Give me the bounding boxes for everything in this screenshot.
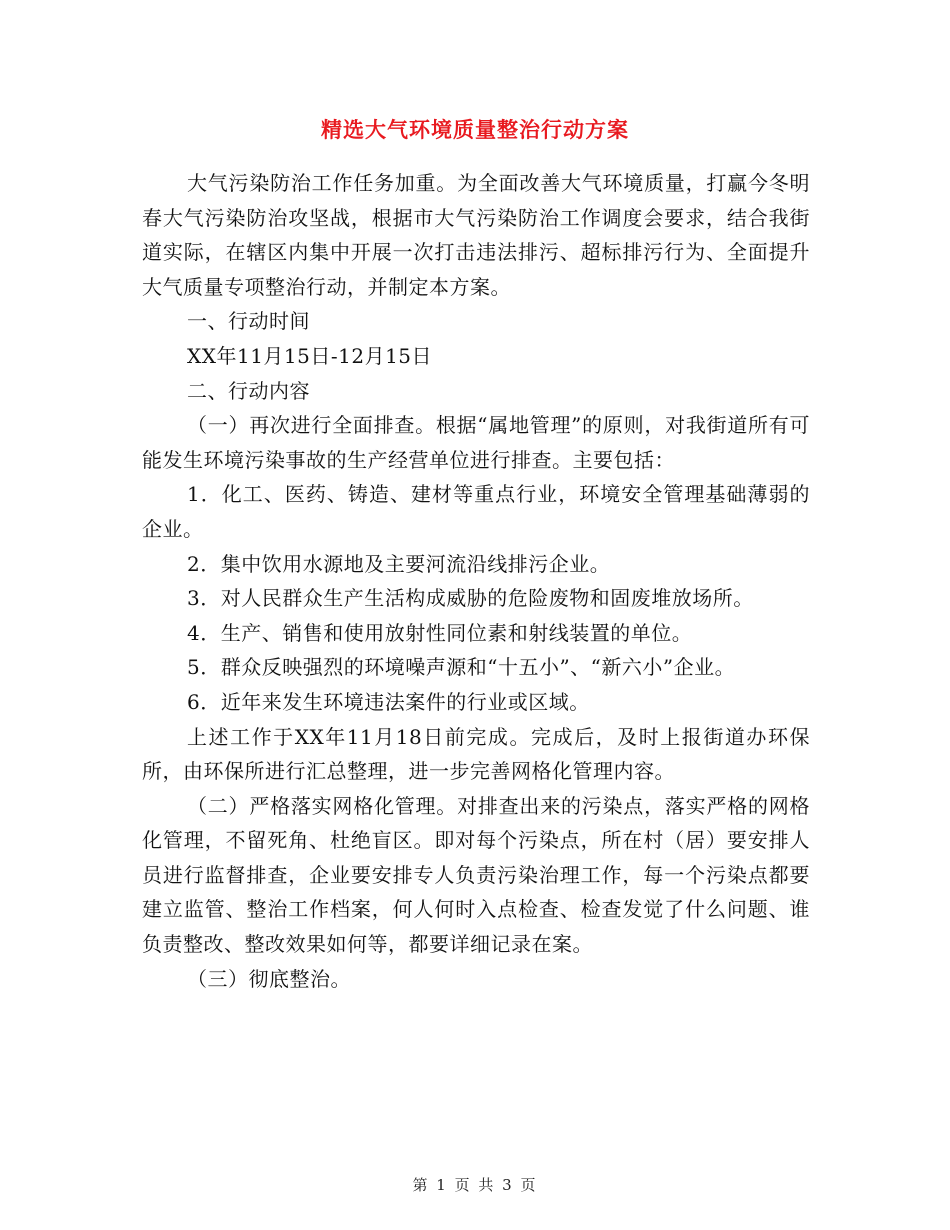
page-number: 第 1 页 共 3 页 [412,1176,538,1194]
list-item: 2．集中饮用水源地及主要河流沿线排污企业。 [187,551,611,576]
list-item: 3．对人民群众生产生活构成威胁的危险废物和固废堆放场所。 [187,586,754,611]
list-item: 1．化工、医药、铸造、建材等重点行业，环境安全管理基础薄弱的企业。 [142,482,810,541]
section-heading-content: 二、行动内容 [187,378,310,403]
action-period: XX年11月15日-12月15日 [187,343,433,368]
intro-paragraph: 大气污染防治工作任务加重。为全面改善大气环境质量，打赢今冬明春大气污染防治攻坚战，根据市大气污染防治工作调度会要求，结合我街道实际，在辖区内集中开展一次打击违法排污、超标排污行为、全面提升大气质量专项整治行动，并制定本方案。 [142,171,810,299]
subsection-grid-management: （二）严格落实网格化管理。对排查出来的污染点，落实严格的网格化管理，不留死角、杜绝盲区。即对每个污染点，所在村（居）要安排人员进行监督排查，企业要安排专人负责污染治理工作，每一个污染点都要建立监管、整治工作档案，何人何时入点检查、检查发觉了什么问题、谁负责整改、整改效果如何等，都要详细记录在案。 [142,793,810,957]
list-item: 6．近年来发生环境违法案件的行业或区域。 [187,689,590,714]
subsection-rectification: （三）彻底整治。 [187,966,351,991]
section-heading-time: 一、行动时间 [187,309,310,334]
document-body [142,166,810,996]
list-item: 5．群众反映强烈的环境噪声源和“十五小”、“新六小”企业。 [187,655,736,680]
page-title: 精选大气环境质量整治行动方案 [321,117,629,142]
subsection-investigation: （一）再次进行全面排查。根据“属地管理”的原则，对我街道所有可能发生环境污染事故的生产经营单位进行排查。主要包括： [142,413,810,472]
completion-paragraph: 上述工作于XX年11月18日前完成。完成后，及时上报街道办环保所，由环保所进行汇总整理，进一步完善网格化管理内容。 [142,724,810,784]
list-item: 4．生产、销售和使用放射性同位素和射线装置的单位。 [187,620,693,645]
